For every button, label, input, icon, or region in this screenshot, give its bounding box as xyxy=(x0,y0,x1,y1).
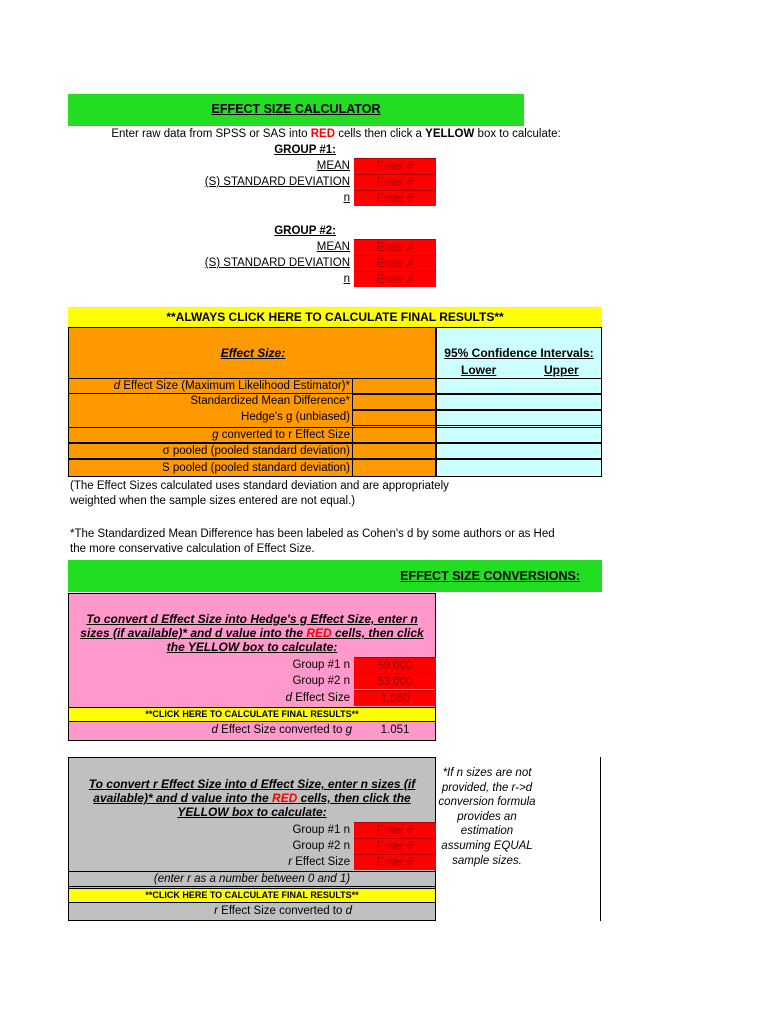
conv1-result-label: d Effect Size converted to g xyxy=(211,724,352,736)
conv2-result-value xyxy=(354,903,436,921)
conv1-d-input[interactable]: 1.060 xyxy=(354,690,436,706)
conv1-group2-input[interactable]: 53.000 xyxy=(354,673,436,689)
result-ci xyxy=(436,394,602,410)
result-row-hedges-g xyxy=(68,410,602,426)
group1-sd-input[interactable]: Enter # xyxy=(354,174,436,190)
conv2-group1-label: Group #1 n xyxy=(292,824,350,836)
result-label: Standardized Mean Difference* xyxy=(190,395,350,407)
conv1-calculate-button[interactable]: **CLICK HERE TO CALCULATE FINAL RESULTS** xyxy=(68,707,436,722)
note-smd: *The Standardized Mean Difference has been labeled as Cohen's d by some authors or as Hed the more conservative calculation of Effect Size. xyxy=(70,528,555,555)
conv1-result-value: 1.051 xyxy=(380,724,410,736)
result-value xyxy=(352,378,436,394)
effect-size-heading: Effect Size: xyxy=(220,346,286,360)
result-row-sigma-pooled xyxy=(68,443,602,459)
result-value xyxy=(352,459,436,477)
ci-upper-heading: Upper xyxy=(544,363,579,377)
ci-lower-heading: Lower xyxy=(461,363,497,377)
conv2-r-label: r Effect Size xyxy=(288,856,350,868)
conversion2-instructions: To convert r Effect Size into d Effect Size, enter n sizes (if available)* and d value into the RED cells, then click the YELLOW box to calculate: xyxy=(88,777,416,819)
instruction-text: Enter raw data from SPSS or SAS into RED cells then click a YELLOW box to calculate: xyxy=(111,128,561,140)
conv2-hint: (enter r as a number between 0 and 1) xyxy=(68,871,436,887)
conv2-r-input[interactable]: Enter # xyxy=(354,854,436,870)
group2-heading: GROUP #2: xyxy=(274,225,336,237)
ci-heading: 95% Confidence Intervals: xyxy=(444,346,594,360)
conv2-result-label: r Effect Size converted to d xyxy=(214,905,352,917)
group1-heading: GROUP #1: xyxy=(274,144,336,156)
calculate-final-results-button[interactable]: **ALWAYS CLICK HERE TO CALCULATE FINAL RESULTS** xyxy=(68,307,602,327)
result-ci xyxy=(436,443,602,459)
group2-mean-label: MEAN xyxy=(316,241,350,253)
calculator-title: EFFECT SIZE CALCULATOR xyxy=(68,94,524,126)
result-value xyxy=(352,394,436,410)
group2-sd-label: (S) STANDARD DEVIATION xyxy=(204,257,350,269)
conv1-group1-label: Group #1 n xyxy=(292,659,350,671)
conv2-group2-input[interactable]: Enter # xyxy=(354,838,436,854)
group1-mean-input[interactable]: Enter # xyxy=(354,158,436,174)
conv2-group2-label: Group #2 n xyxy=(292,840,350,852)
group1-n-input[interactable]: Enter # xyxy=(354,190,436,206)
side-note: *If n sizes are not provided, the r->d conversion formula provides an estimation assuming EQUAL sample sizes. xyxy=(438,767,536,867)
result-label: S pooled (pooled standard deviation) xyxy=(68,459,352,477)
result-ci xyxy=(436,410,602,426)
conv2-calculate-button[interactable]: **CLICK HERE TO CALCULATE FINAL RESULTS** xyxy=(68,888,436,903)
conv1-d-label: d Effect Size xyxy=(285,692,350,704)
group2-n-label: n xyxy=(343,273,350,285)
group2-mean-input[interactable]: Enter # xyxy=(354,239,436,255)
conv2-group1-input[interactable]: Enter # xyxy=(354,822,436,838)
result-label: g converted to r Effect Size xyxy=(68,427,352,443)
group2-n-input[interactable]: Enter # xyxy=(354,271,436,287)
conversion1-instructions: To convert d Effect Size into Hedge's g Effect Size, enter n sizes (if available)* and d value into the RED cells, then click the YELLOW box to calculate: xyxy=(80,612,424,654)
result-value xyxy=(352,427,436,443)
note-weighting: (The Effect Sizes calculated uses standard deviation and are appropriately weighted when the sample sizes entered are not equal.) xyxy=(70,480,449,507)
result-row-g-to-r xyxy=(68,427,602,443)
result-ci xyxy=(436,378,602,394)
result-row-s-pooled xyxy=(68,459,602,477)
result-label: Hedge's g (unbiased) xyxy=(241,411,350,423)
result-ci xyxy=(436,459,602,477)
side-divider xyxy=(600,757,601,921)
group1-mean-label: MEAN xyxy=(316,160,350,172)
result-row-d-mle xyxy=(68,378,602,394)
result-ci xyxy=(436,427,602,443)
group1-sd-label: (S) STANDARD DEVIATION xyxy=(204,176,350,188)
result-label: d Effect Size (Maximum Likelihood Estimator)* xyxy=(68,378,352,394)
result-label: σ pooled (pooled standard deviation) xyxy=(68,443,352,459)
result-value xyxy=(352,443,436,459)
conv1-group2-label: Group #2 n xyxy=(292,675,350,687)
result-row-smd xyxy=(68,394,602,410)
group1-n-label: n xyxy=(343,192,350,204)
conv1-group1-input[interactable]: 59.000 xyxy=(354,657,436,673)
group2-sd-input[interactable]: Enter # xyxy=(354,255,436,271)
result-value xyxy=(352,410,436,426)
conversions-title: EFFECT SIZE CONVERSIONS: xyxy=(68,560,602,592)
